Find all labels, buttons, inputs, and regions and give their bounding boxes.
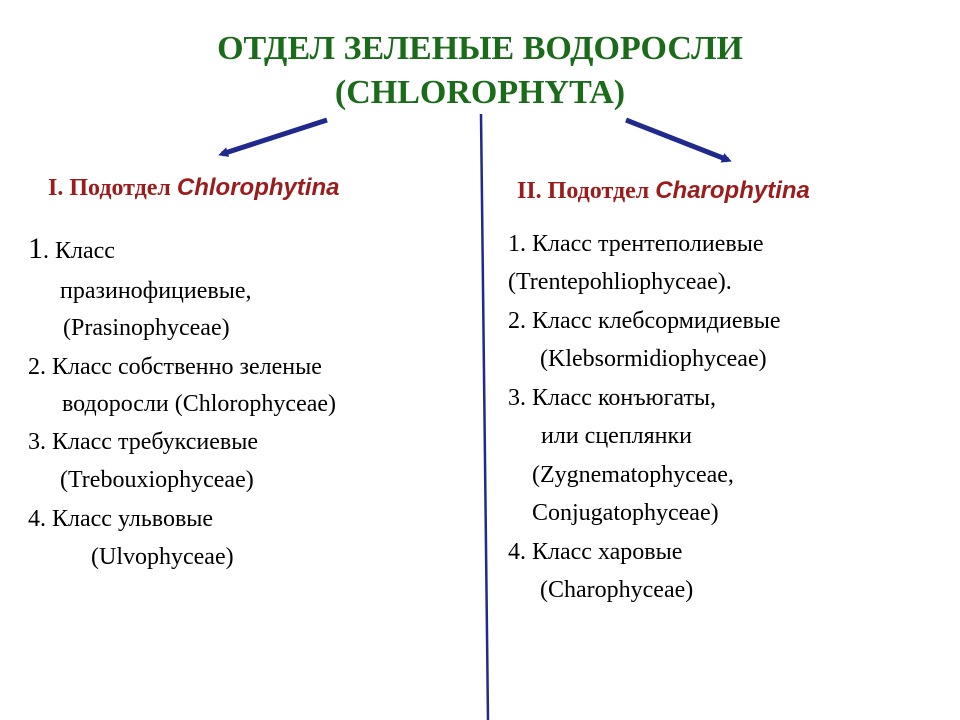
title-line-2: (CHLOROPHYTA) <box>334 74 626 111</box>
left-item-3-latin: (Trebouxiophyceae) <box>60 467 254 493</box>
left-heading-latin: Chlorophytina <box>176 174 340 201</box>
left-item-2-latin: водоросли (Chlorophyceae) <box>62 391 337 417</box>
right-item-1-latin: (Trentepohliophyceae). <box>508 269 732 295</box>
left-heading-prefix: I. Подотдел <box>48 175 177 201</box>
right-arrow <box>626 120 728 160</box>
left-item-1-latin: (Prasinophyceae) <box>63 315 230 341</box>
left-item-1-class <box>28 232 115 265</box>
right-item-3-latin-2: Conjugatophyceae) <box>532 500 719 526</box>
left-arrow <box>222 120 327 154</box>
right-item-1-class: 1. Класс трентеполиевые <box>508 231 764 257</box>
left-item-4-class: 4. Класс ульвовые <box>28 506 214 532</box>
right-item-3-alt-name: или сцеплянки <box>541 423 693 449</box>
right-subdivision-heading <box>517 177 810 205</box>
divider-line <box>481 114 488 720</box>
left-item-1-number: 1 <box>28 232 43 265</box>
right-heading-prefix: II. Подотдел <box>517 178 656 204</box>
left-item-1-rest: . Класс <box>43 238 115 264</box>
title-line-1: ОТДЕЛ ЗЕЛЕНЫЕ ВОДОРОСЛИ <box>217 30 743 67</box>
right-heading-latin: Charophytina <box>655 177 810 204</box>
right-item-4-class: 4. Класс харовые <box>508 539 683 565</box>
left-item-4-latin: (Ulvophyceae) <box>91 544 234 570</box>
left-item-1-name: празинофициевые, <box>60 278 252 304</box>
right-item-2-latin: (Klebsormidiophyceae) <box>540 346 767 372</box>
left-subdivision-heading <box>48 174 340 202</box>
right-item-3-latin-1: (Zygnematophyceae, <box>532 462 734 488</box>
right-item-3-class: 3. Класс конъюгаты, <box>508 385 717 411</box>
left-item-3-class: 3. Класс требуксиевые <box>28 429 258 455</box>
right-item-2-class: 2. Класс клебсормидиевые <box>508 308 781 334</box>
left-item-2-class: 2. Класс собственно зеленые <box>28 354 322 380</box>
right-item-4-latin: (Charophyceae) <box>540 577 694 603</box>
